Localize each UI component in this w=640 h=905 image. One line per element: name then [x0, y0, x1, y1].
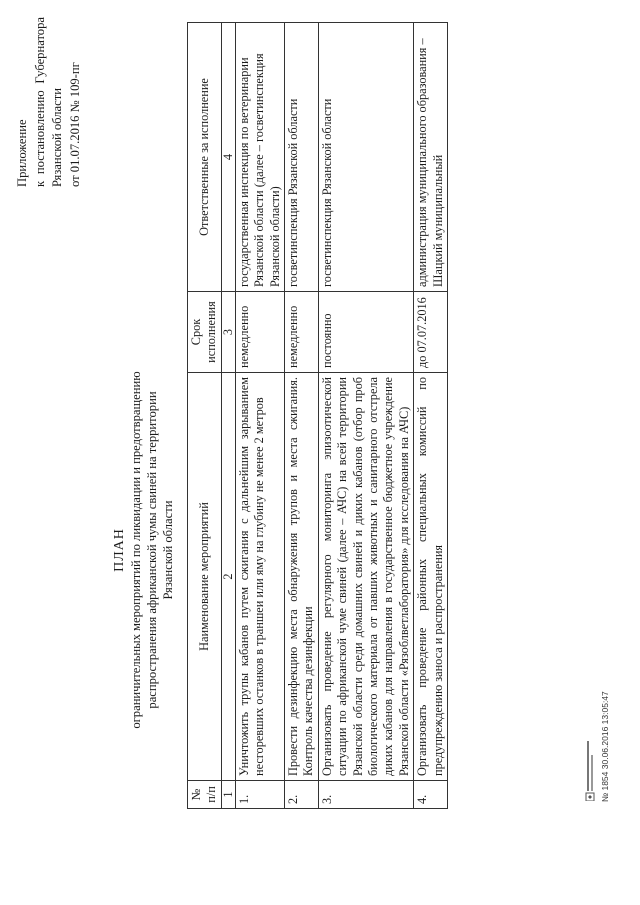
column-number: 4: [221, 23, 235, 292]
column-number-row: [221, 23, 235, 809]
registration-number: № 1854: [600, 771, 610, 802]
row-deadline: немедленно: [285, 292, 319, 373]
column-number: 1: [221, 781, 235, 809]
row-measure: Провести дезинфекцию места обнаружения трупов и места сжигания. Контроль качества дезинфекции: [285, 373, 319, 781]
row-responsible: администрация муниципального образования – Шацкий муниципальный: [414, 23, 448, 292]
appendix-decree-date: от 01.07.2016 № 109-пг: [67, 62, 82, 187]
row-num: 1.: [235, 781, 284, 809]
title-heading: ПЛАН: [112, 528, 127, 572]
table-row: [235, 23, 284, 809]
row-num: 2.: [285, 781, 319, 809]
row-num: 4.: [414, 781, 448, 809]
column-number: 3: [221, 292, 235, 373]
registration-footer: [600, 691, 610, 802]
row-deadline: до 07.07.2016: [414, 292, 448, 373]
registration-datetime: 30.06.2016 13:05:47: [600, 691, 610, 770]
table-header-row: [188, 23, 222, 809]
header-deadline: Срок исполнения: [188, 292, 222, 373]
header-num: № п/п: [188, 781, 222, 809]
row-responsible: государственная инспекция по ветеринарии Рязанской области (далее – госветинспекция Рязанской области): [235, 23, 284, 292]
appendix-region: Рязанской области: [50, 88, 64, 187]
table-row: [285, 23, 319, 809]
appendix-word-decree: постановлению: [32, 90, 47, 175]
row-measure: Организовать проведение районных специальных комиссий по предупреждению заноса и распространения: [414, 373, 448, 781]
title-line-2: распространения африканской чумы свиней на территории: [145, 391, 159, 709]
registration-stamp-logo: [585, 739, 595, 801]
row-deadline: немедленно: [235, 292, 284, 373]
row-responsible: госветинспекция Рязанской области: [318, 23, 413, 292]
column-number: 2: [221, 373, 235, 781]
table-row: [318, 23, 413, 809]
row-responsible: госветинспекция Рязанской области: [285, 23, 319, 292]
appendix-word-k: к: [32, 180, 47, 187]
title-line-1: ограничительных мероприятий по ликвидации и предотвращению: [129, 371, 143, 729]
plan-table: [187, 22, 448, 809]
row-measure: Организовать проведение регулярного мониторинга эпизоотической ситуации по африканской чуме свиней (далее – АЧС) на всей территории Рязанской области среди домашних свиней и диких кабанов (отбор проб биологического материала от павших животных и санитарного отстрела диких кабанов для направления в государственное бюджетное учреждение Рязанской области «Рязоблветлаборатория» для исследования на АЧС): [318, 373, 413, 781]
appendix-block: [14, 17, 84, 187]
appendix-word-governor: Губернатора: [32, 17, 47, 84]
row-measure: Уничтожить трупы кабанов путем сжигания с дальнейшим зарыванием несгоревших останков в траншеи или яму на глубину не менее 2 метров: [235, 373, 284, 781]
header-measure: Наименование мероприятий: [188, 373, 222, 781]
header-responsible: Ответственные за исполнение: [188, 23, 222, 292]
document-title: [112, 345, 176, 755]
title-line-3: Рязанской области: [161, 500, 175, 600]
appendix-decree-line: [32, 17, 50, 187]
table-row: [414, 23, 448, 809]
row-deadline: постоянно: [318, 292, 413, 373]
appendix-label: Приложение: [15, 119, 29, 187]
row-num: 3.: [318, 781, 413, 809]
